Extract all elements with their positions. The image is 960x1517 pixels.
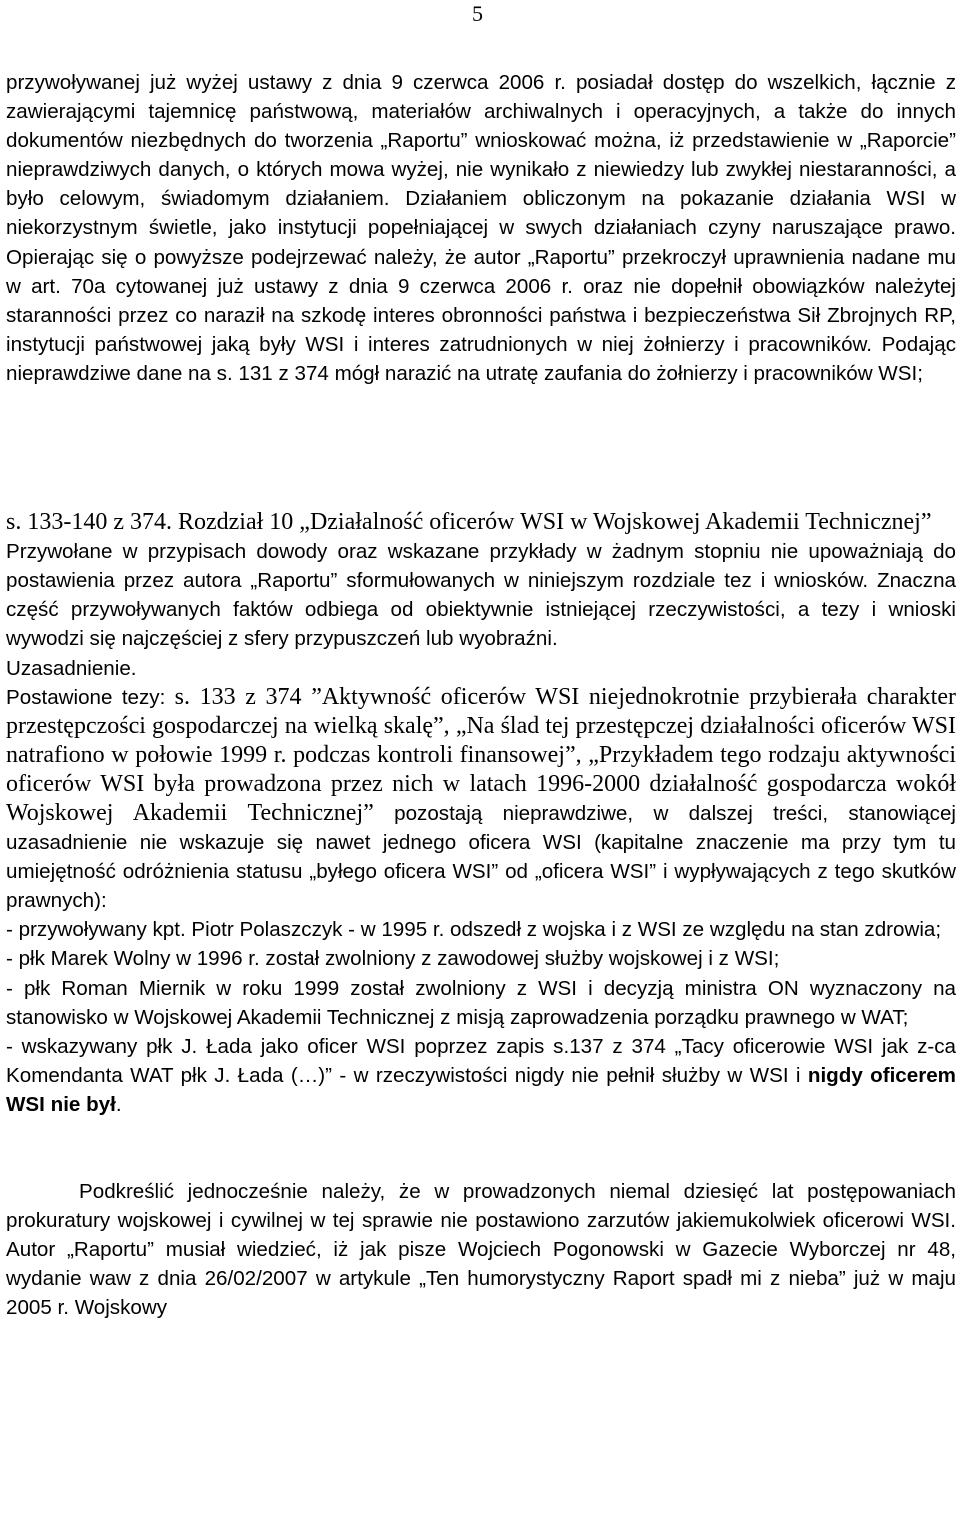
- page-number: 5: [472, 1, 483, 26]
- list-item-end: .: [115, 1092, 122, 1116]
- justification-label: Uzasadnienie.: [6, 656, 137, 680]
- paragraph-claim: Przywołane w przypisach dowody oraz wskazane przykłady w żadnym stopniu nie upoważniają do postawienia przez autora „Raportu” sformułowanych w niniejszym rozdziale tez i wniosków. Znaczna część przywoływanych faktów odbiega od obiektywnie istniejącej rzeczywistości, a tezy i wnioski wywodzi się najczęściej z sfery przypuszczeń lub wyobraźni.: [6, 540, 956, 651]
- theses-quote: s. 133 z 374 ”Aktywność oficerów WSI niejednokrotnie przybierała charakter przestępczości gospodarczej na wielką skalę”, „Na ślad tej przestępczej działalności oficerów WSI natrafiono w połowie 1999 r. podczas kontroli finansowej”, „Przykładem tego rodzaju aktywności oficerów WSI była prowadzona przez nich w latach 1996-2000 działalność gospodarcza wokół Wojskowej Akademii Technicznej”: [6, 683, 956, 826]
- paragraph-intro: przywoływanej już wyżej ustawy z dnia 9 czerwca 2006 r. posiadał dostęp do wszelkich, łącznie z zawierającymi tajemnicę państwową, materiałów archiwalnych i operacyjnych, a także do innych dokumentów niezbędnych do tworzenia „Raportu” wnioskować można, iż przedstawienie w „Raporcie” nieprawdziwych danych, o których mowa wyżej, nie wynikało z niewiedzy lub zwykłej niestaranności, a było celowym, świadomym działaniem. Działaniem obliczonym na pokazanie działania WSI w niekorzystnym świetle, jako instytucji popełniającej w swych działaniach czyny naruszające prawo. Opierając się o powyższe podejrzewać należy, że autor „Raportu” przekroczył uprawnienia nadane mu w art. 70a cytowanej już ustawy z dnia 9 czerwca 2006 r. oraz nie dopełnił obowiązków należytej staranności przez co naraził na szkodę interes obronności państwa i bezpieczeństwa Sił Zbrojnych RP, instytucji państwowej jaką były WSI i interes zatrudnionych w niej żołnierzy i pracowników. Podając nieprawdziwe dane na s. 131 z 374 mógł narazić na utratę zaufania do żołnierzy i pracowników WSI;: [6, 71, 956, 385]
- spacer: [6, 388, 956, 508]
- list-item-lada: [6, 1032, 956, 1119]
- spacer: [6, 1119, 956, 1177]
- theses-label: Postawione tezy:: [6, 685, 175, 709]
- paragraph-theses: [6, 683, 956, 916]
- document-body: [6, 68, 956, 1322]
- list-item: - płk Roman Miernik w roku 1999 został zwolniony z WSI i decyzją ministra ON wyznaczony na stanowisko w Wojskowej Akademii Technicznej z misją zaprowadzenia porządku prawnego w WAT;: [6, 976, 956, 1029]
- section-heading: s. 133-140 z 374. Rozdział 10 „Działalność oficerów WSI w Wojskowej Akademii Technicznej”: [6, 509, 932, 536]
- list-item: - płk Marek Wolny w 1996 r. został zwolniony z zawodowej służby wojskowej i z WSI;: [6, 947, 780, 971]
- theses-rest: pozostają nieprawdziwe, w dalszej treści, stanowiącej uzasadnienie nie wskazuje się nawet jednego oficera WSI (kapitalne znaczenie ma przy tym tu umiejętność odróżnienia statusu „byłego oficera WSI” od „oficera WSI” i wypływających z tego skutków prawnych):: [6, 801, 956, 913]
- list-item-text: - wskazywany płk J. Łada jako oficer WSI poprzez zapis s.137 z 374 „Tacy oficerowie WSI jak z-ca Komendanta WAT płk J. Łada (…)” - w rzeczywistości nigdy nie pełnił służby w WSI i: [6, 1034, 956, 1087]
- paragraph-final: Podkreślić jednocześnie należy, że w prowadzonych niemal dziesięć lat postępowaniach prokuratury wojskowej i cywilnej w tej sprawie nie postawiono zarzutów jakiemukolwiek oficerowi WSI. Autor „Raportu” musiał wiedzieć, iż jak pisze Wojciech Pogonowski w Gazecie Wyborczej nr 48, wydanie waw z dnia 26/02/2007 w artykule „Ten humorystyczny Raport spadł mi z nieba” już w maju 2005 r. Wojskowy: [6, 1180, 956, 1320]
- emphasis-bold: nigdy oficerem WSI nie był: [6, 1063, 956, 1116]
- list-item: - przywoływany kpt. Piotr Polaszczyk - w 1995 r. odszedł z wojska i z WSI ze względu na stan zdrowia;: [6, 918, 942, 942]
